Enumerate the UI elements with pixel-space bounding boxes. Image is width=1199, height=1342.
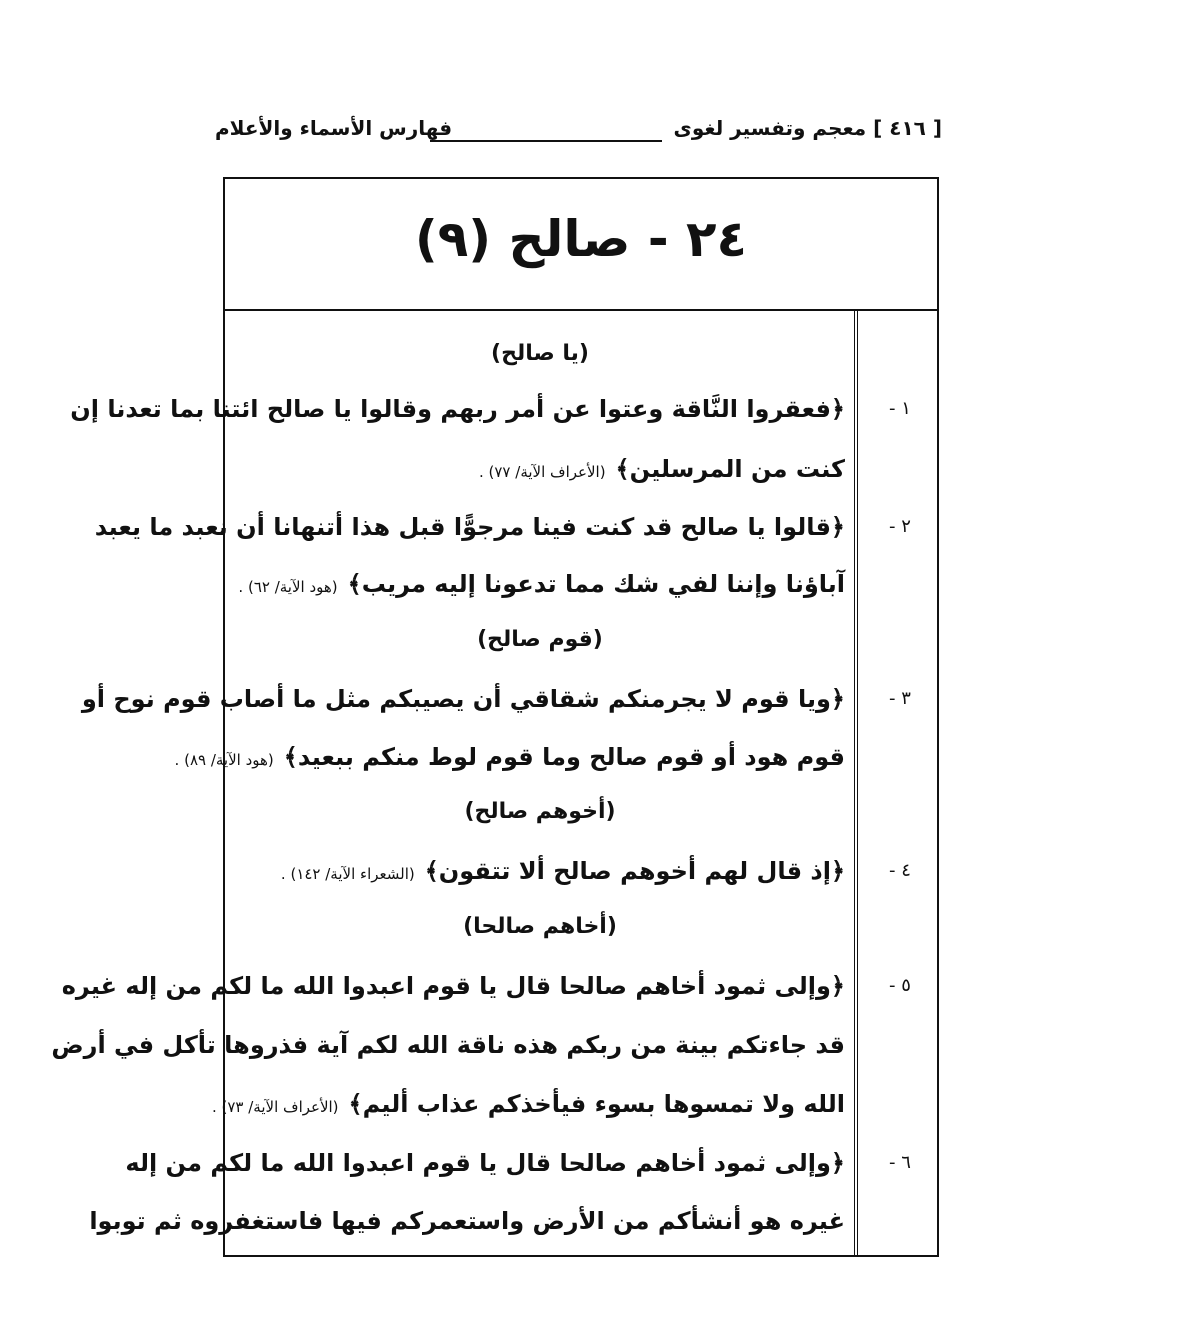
header-rule xyxy=(430,140,662,142)
index-label: فهارس الأسماء والأعلام xyxy=(215,116,453,140)
verse-reference: (الشعراء الآية/ ١٤٢) . xyxy=(280,865,415,883)
number-column-divider xyxy=(854,309,858,1255)
section-heading: (قوم صالح) xyxy=(477,627,603,652)
verse-line: غيره هو أنشأكم من الأرض واستعمركم فيها فاستغفروه ثم توبوا xyxy=(89,1207,845,1235)
verse-text: كنت من المرسلين﴾ xyxy=(615,455,845,483)
verse-number: ١ - xyxy=(889,398,911,419)
verse-text: ﴿إذ قال لهم أخوهم صالح ألا تتقون﴾ xyxy=(424,857,845,885)
section-heading: (أخوهم صالح) xyxy=(464,799,616,824)
verse-line xyxy=(211,1084,845,1127)
page-header xyxy=(215,112,942,152)
verse-line: ﴿وإلى ثمود أخاهم صالحا قال يا قوم اعبدوا الله ما لكم من إله xyxy=(125,1149,845,1177)
verse-text: آباؤنا وإننا لفي شك مما تدعونا إليه مريب﴾ xyxy=(347,570,845,598)
verse-line: قد جاءتكم بينة من ربكم هذه ناقة الله لكم آية فذروها تأكل في أرض xyxy=(51,1031,845,1059)
verse-text: قوم هود أو قوم صالح وما قوم لوط منكم ببعيد﴾ xyxy=(283,743,845,771)
section-heading: (أخاهم صالحا) xyxy=(463,914,617,939)
verse-number: ٣ - xyxy=(889,688,911,709)
verse-line xyxy=(174,737,845,780)
verse-reference: (الأعراف الآية/ ٧٣) . xyxy=(211,1098,339,1116)
verse-line xyxy=(235,449,845,492)
verse-reference: (هود الآية/ ٦٢) . xyxy=(238,578,338,596)
title-box xyxy=(225,179,937,311)
section-heading: (يا صالح) xyxy=(491,341,589,366)
verse-line xyxy=(235,851,845,894)
verse-number: ٤ - xyxy=(889,860,911,881)
verse-line: ﴿فعقروا النَّاقة وعتوا عن أمر ربهم وقالوا يا صالح ائتنا بما تعدنا إن xyxy=(70,395,845,423)
page-title: ٢٤ - صالح (٩) xyxy=(414,210,748,268)
verse-reference: (هود الآية/ ٨٩) . xyxy=(174,751,274,769)
content-frame xyxy=(51,177,939,1257)
verse-number: ٥ - xyxy=(889,975,911,996)
verse-number: ٢ - xyxy=(889,516,911,537)
verse-line: ﴿ويا قوم لا يجرمنكم شقاقي أن يصيبكم مثل ما أصاب قوم نوح أو xyxy=(81,685,845,713)
verse-line xyxy=(235,564,845,607)
verse-text: الله ولا تمسوها بسوء فيأخذكم عذاب أليم﴾ xyxy=(348,1090,845,1118)
verse-line: ﴿وإلى ثمود أخاهم صالحا قال يا قوم اعبدوا الله ما لكم من إله غيره xyxy=(61,972,845,1000)
page-number-label: [ ٤١٦ ] معجم وتفسير لغوى xyxy=(673,116,942,140)
verse-line: ﴿قالوا يا صالح قد كنت فينا مرجوًّا قبل هذا أتنهانا أن نعبد ما يعبد xyxy=(94,513,845,541)
verse-reference: (الأعراف الآية/ ٧٧) . xyxy=(478,463,606,481)
verse-number: ٦ - xyxy=(889,1152,911,1173)
